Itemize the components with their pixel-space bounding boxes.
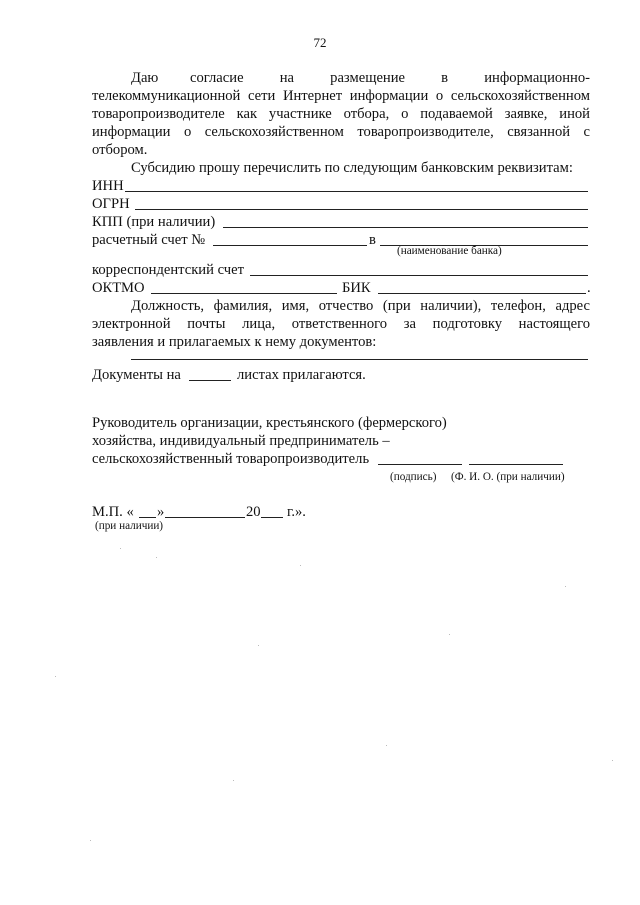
bik-period: . [587,280,591,296]
head-line-1: Руководитель организации, крестьянского (фермерского) [92,415,447,431]
fio-hint: (Ф. И. О. (при наличии) [451,471,565,483]
ogrn-field-line[interactable] [135,209,588,210]
in-bank-label: в [369,232,376,248]
page-number: 72 [313,35,327,50]
consent-word-1: Даю [131,70,159,86]
consent-line-4: информации о сельскохозяйственном товаропроизводителе, связанной с [92,124,590,140]
account-field-line[interactable] [213,245,367,246]
documents-suffix: листах прилагаются. [237,367,366,383]
stamp-year-prefix: 20 [246,504,261,520]
scan-speck [300,565,301,566]
head-line-2: хозяйства, индивидуальный предприниматель – [92,433,390,449]
oktmo-field-line[interactable] [151,293,337,294]
signature-hint: (подпись) [390,471,437,483]
date-day-line[interactable] [139,517,156,518]
ogrn-label: ОГРН [92,196,130,212]
scan-speck [258,645,259,646]
fio-field-line[interactable] [469,464,563,465]
stamp-year-suffix: г.». [287,504,306,520]
responsible-line-3: заявления и прилагаемых к нему документов: [92,334,377,350]
date-year-line[interactable] [261,517,283,518]
scan-speck [565,586,566,587]
signature-field-line[interactable] [378,464,462,465]
corr-account-field-line[interactable] [250,275,588,276]
responsible-line-1: Должность, фамилия, имя, отчество (при наличии), телефон, адрес [131,298,590,314]
stamp-quote-close: » [157,504,165,520]
bik-field-line[interactable] [378,293,586,294]
corr-account-label: корреспондентский счет [92,262,244,278]
inn-label: ИНН [92,178,124,194]
date-month-line[interactable] [165,517,245,518]
responsible-field-line[interactable] [131,359,588,360]
kpp-field-line[interactable] [223,227,588,228]
scan-speck [233,780,234,781]
kpp-label: КПП (при наличии) [92,214,216,230]
documents-count-line[interactable] [189,380,231,381]
scan-speck [55,676,56,677]
documents-prefix: Документы на [92,367,181,383]
account-label: расчетный счет № [92,232,206,248]
stamp-hint: (при наличии) [95,520,164,532]
scan-speck [120,548,121,549]
consent-line-1: согласие на размещение в информационно- [190,70,590,86]
bank-name-hint: (наименование банка) [397,245,502,257]
subsidy-request: Субсидию прошу перечислить по следующим банковским реквизитам: [131,160,573,176]
scan-speck [156,557,157,558]
responsible-line-2: электронной почты лица, ответственного за подготовку настоящего [92,316,590,332]
consent-line-3: товаропроизводителе как участнике отбора, о подаваемой заявке, иной [92,106,590,122]
scan-speck [386,745,387,746]
head-line-3: сельскохозяйственный товаропроизводитель [92,451,370,467]
consent-line-2: телекоммуникационной сети Интернет информации о сельскохозяйственном [92,88,590,104]
scan-speck [90,840,91,841]
stamp-mp: М.П. « [92,504,134,520]
scan-speck [612,760,613,761]
inn-field-line[interactable] [125,191,588,192]
scan-speck [449,634,450,635]
bik-label: БИК [342,280,371,296]
oktmo-label: ОКТМО [92,280,145,296]
consent-line-5: отбором. [92,142,148,158]
